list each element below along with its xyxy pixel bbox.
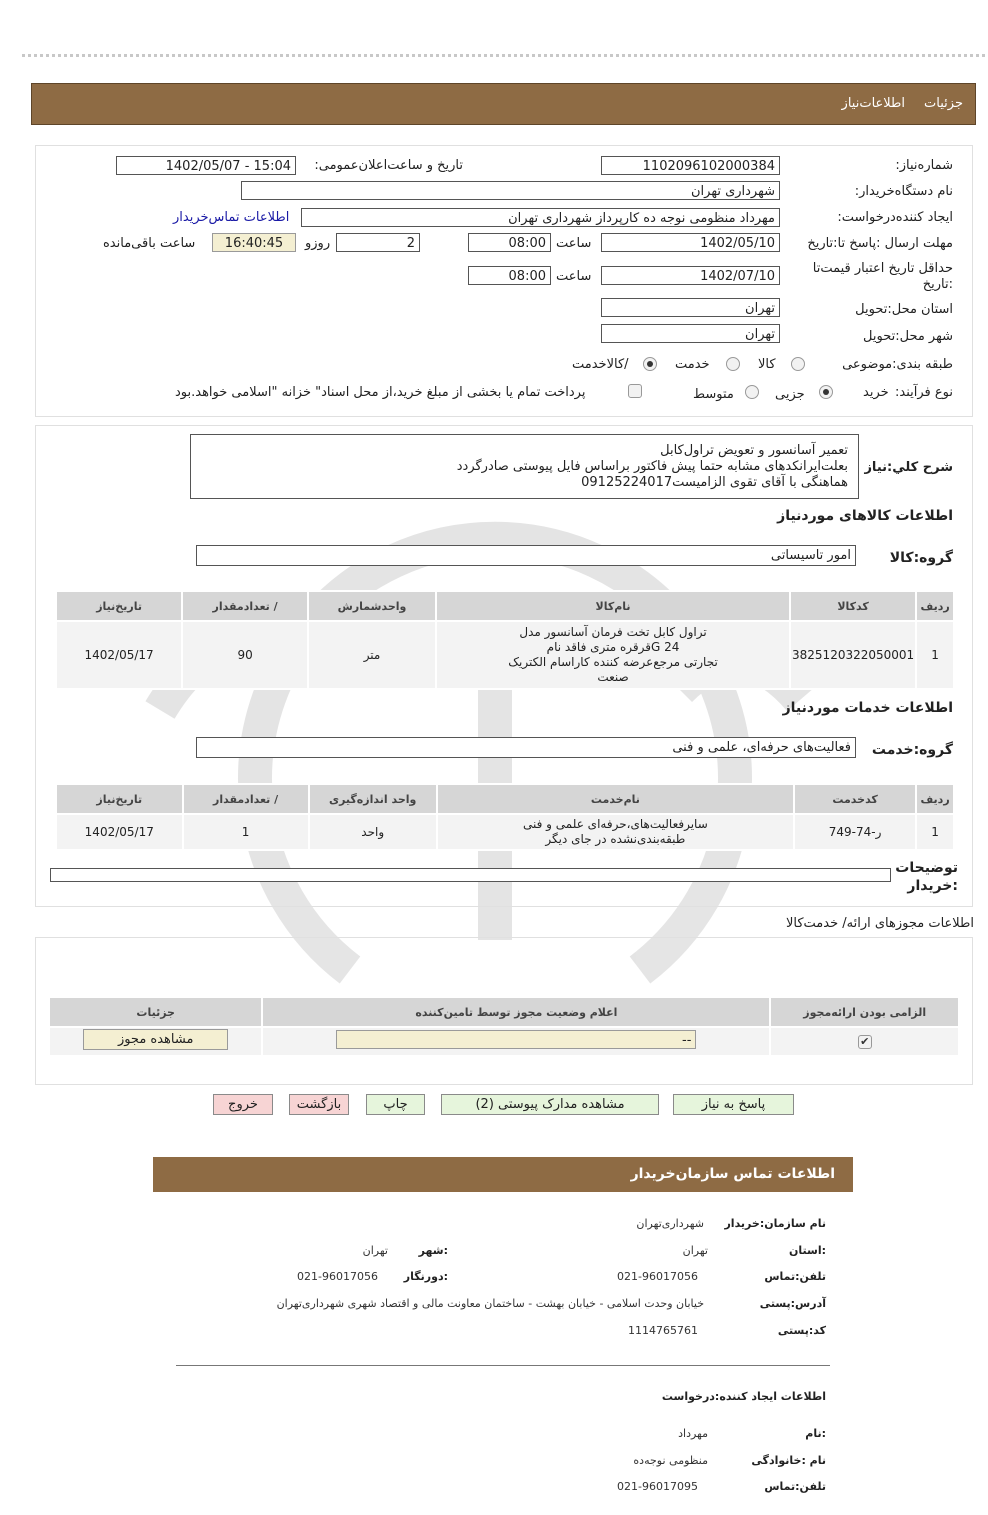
goods-group-field: امور تاسیساتی (196, 545, 856, 566)
services-col-qty: / تعدادمقدار (183, 784, 309, 814)
permits-table (48, 996, 960, 1057)
services-name-line-1: سایرفعالیت‌های،حرفه‌ای علمی و فنی (523, 817, 708, 831)
description-line-1: تعمیر آسانسور و تعویض تراول‌کابل (660, 443, 848, 458)
contact-org-label: نام سازمان:خریدار (724, 1217, 826, 1230)
buyer-notes-label-1: توضیحات (895, 860, 958, 876)
table-row (56, 814, 954, 850)
buyer-notes-label-2: :خریدار (907, 878, 958, 894)
top-divider (22, 54, 985, 57)
contact-phone-label: تلفن:تماس (764, 1270, 826, 1283)
province-label: استان محل:تحویل (855, 302, 953, 317)
permits-details-cell (49, 1027, 262, 1056)
buyer-org-field: شهرداری تهران (241, 181, 780, 200)
creator-family-label: نام :خانوادگی (751, 1454, 826, 1467)
reply-button[interactable]: پاسخ به نیاز (673, 1094, 794, 1115)
back-button[interactable]: بازگشت (289, 1094, 349, 1115)
description-line-3: هماهنگی با آقای تقوی الزامیست09125224017 (581, 475, 848, 490)
contact-postal-value: 1114765761 (628, 1324, 698, 1337)
services-row-unit: واحد (309, 814, 437, 850)
services-group-label: گروه:خدمت (871, 742, 953, 758)
validity-date-field: 1402/07/10 (601, 266, 780, 285)
announce-field: 1402/05/07 - 15:04 (116, 156, 296, 175)
description-line-2: بعلت‌ایرانکدهای مشابه حتما پیش فاکتور براساس فایل پیوستی صادرگردد (456, 459, 848, 474)
services-name-line-2: طبقه‌بندی‌نشده در جای دیگر (545, 832, 686, 846)
creator-phone-label: تلفن:تماس (764, 1480, 826, 1493)
city-field: تهران (601, 324, 780, 343)
category-option-goods-service: /کالاخدمت (572, 357, 629, 372)
contact-header (153, 1157, 853, 1192)
category-label: طبقه بندی:موضوعی (842, 357, 953, 372)
services-col-unit: واحد اندازه‌گیری (309, 784, 437, 814)
creator-label: ایجاد کننده‌درخواست: (837, 210, 953, 225)
need-info-link[interactable]: اطلاعات‌نیاز (841, 96, 905, 111)
process-radio-medium[interactable] (745, 385, 759, 399)
contact-fax-label: :دورنگار (403, 1270, 448, 1283)
announce-label: تاریخ و ساعت‌اعلان‌عمومی: (314, 158, 463, 173)
description-box (190, 434, 859, 499)
goods-name-line-2: G 24قرقره متری فاقد نام (546, 640, 680, 654)
description-label: شرح کلي:نیاز (864, 460, 953, 475)
reply-deadline-label: مهلت ارسال :پاسخ تا:تاریخ (807, 236, 953, 251)
goods-row-unit: متر (308, 621, 436, 689)
need-number-field: 1102096102000384 (601, 156, 780, 175)
treasury-payment-note: پرداخت تمام یا بخشی از مبلغ خرید،از محل اسناد" خزانه "اسلامی خواهد.بود (175, 385, 586, 400)
process-option-medium: متوسط (693, 387, 734, 402)
buyer-org-label: نام دستگاه‌خریدار: (854, 184, 953, 199)
services-row-code: ر-74-749 (794, 814, 916, 850)
process-radio-minor[interactable] (819, 385, 833, 399)
contact-province-value: تهران (682, 1244, 708, 1257)
permits-col-details: جزئیات (49, 997, 262, 1027)
permits-title: اطلاعات مجوزهای ارائه/ خدمت‌کالا (785, 916, 974, 931)
validity-time-label: ساعت (556, 269, 592, 284)
details-link[interactable]: جزئیات (924, 96, 963, 111)
permits-status-cell (262, 1027, 770, 1056)
services-group-field: فعالیت‌های حرفه‌ای، علمی و فنی (196, 737, 856, 758)
remaining-time-field: 16:40:45 (212, 233, 296, 252)
contact-postal-label: کد:پستی (777, 1324, 826, 1337)
permits-col-status: اعلام وضعیت مجوز توسط تامین‌کننده (262, 997, 770, 1027)
process-label: نوع فرآیند: (895, 385, 953, 400)
permits-required-cell (770, 1027, 959, 1056)
goods-name-line-3: تجارتی مرجع‌عرضه کننده کاراسام الکتریک (508, 655, 718, 669)
services-col-row: ردیف (916, 784, 954, 814)
goods-group-label: گروه:کالا (889, 550, 953, 566)
days-field: 2 (336, 233, 420, 252)
contact-org-value: شهرداری‌تهران (636, 1217, 704, 1230)
buyer-contact-link[interactable]: اطلاعات تماس‌خریدار (173, 210, 290, 225)
remaining-label: ساعت باقی‌مانده (103, 236, 196, 251)
province-field: تهران (601, 298, 780, 317)
category-option-goods: کالا (758, 357, 776, 372)
contact-address-value: خیابان وحدت اسلامی - خیابان بهشت - ساختمان معاونت مالی و اقتصاد شهری شهرداری‌تهران (276, 1297, 704, 1310)
goods-row-index: 1 (916, 621, 954, 689)
goods-section-title: اطلاعات کالاهای موردنیاز (777, 508, 953, 524)
validity-label-2: :تاریخ (922, 277, 953, 292)
creator-name-label: :نام (805, 1427, 826, 1440)
contact-address-label: آدرس:پستی (759, 1297, 826, 1310)
goods-name-line-1: تراول کابل تخت فرمان آسانسور مدل (519, 625, 707, 639)
reply-date-field: 1402/05/10 (601, 233, 780, 252)
table-row (49, 1027, 959, 1056)
process-option-minor: جزیی (775, 387, 805, 402)
services-row-name (437, 814, 794, 850)
validity-time-field: 08:00 (468, 266, 551, 285)
goods-col-code: کدکالا (790, 591, 916, 621)
goods-row-qty: 90 (182, 621, 308, 689)
permit-required-checkbox[interactable]: ✔ (858, 1035, 872, 1049)
contact-province-label: :استان (789, 1244, 826, 1257)
goods-col-qty: / تعدادمقدار (182, 591, 308, 621)
contact-city-value: تهران (362, 1244, 388, 1257)
page-header (31, 83, 976, 125)
category-option-service: خدمت (675, 357, 710, 372)
services-section-title: اطلاعات خدمات موردنیاز (782, 700, 953, 716)
goods-col-row: ردیف (916, 591, 954, 621)
goods-row-code: 3825120322050001 (790, 621, 916, 689)
days-label: روزو (305, 236, 331, 251)
category-radio-goods-service[interactable] (643, 357, 657, 371)
validity-label-1: حداقل تاریخ اعتبار قیمت‌تا (812, 261, 953, 276)
goods-row-name (436, 621, 790, 689)
reply-time-field: 08:00 (468, 233, 551, 252)
services-row-date: 1402/05/17 (56, 814, 183, 850)
exit-button[interactable]: خروج (213, 1094, 273, 1115)
goods-col-unit: واحدشمارش (308, 591, 436, 621)
creator-field: مهرداد منظومی نوجه ده کارپرداز شهرداری تهران (301, 208, 780, 227)
buyer-notes-field (50, 868, 891, 882)
services-col-code: کدخدمت (794, 784, 916, 814)
table-row (56, 621, 954, 689)
services-table (55, 783, 955, 851)
goods-name-line-4: صنعت (597, 670, 629, 684)
contact-title: اطلاعات تماس سازمان‌خریدار (630, 1166, 835, 1182)
goods-col-date: تاریخ‌نیاز (56, 591, 182, 621)
services-col-date: تاریخ‌نیاز (56, 784, 183, 814)
city-label: شهر محل:تحویل (863, 329, 953, 344)
print-button[interactable]: چاپ (366, 1094, 425, 1115)
services-row-qty: 1 (183, 814, 309, 850)
goods-col-name: نام‌کالا (436, 591, 790, 621)
permits-col-required: الزامی بودن ارائه‌مجوز (770, 997, 959, 1027)
process-buy-label: خرید (863, 385, 889, 400)
contact-divider (176, 1365, 830, 1366)
creator-info-title: اطلاعات ایجاد کننده:درخواست (661, 1390, 826, 1403)
contact-phone-value: 021-96017056 (617, 1270, 698, 1283)
creator-name-value: مهرداد (678, 1427, 708, 1440)
need-number-label: شماره‌نیاز: (895, 158, 953, 173)
services-col-name: نام‌خدمت (437, 784, 794, 814)
reply-time-label: ساعت (556, 236, 592, 251)
contact-city-label: :شهر (418, 1244, 448, 1257)
category-radio-goods[interactable] (791, 357, 805, 371)
view-attachments-button[interactable]: مشاهده مدارک پیوستی (2) (441, 1094, 659, 1115)
contact-fax-value: 021-96017056 (297, 1270, 378, 1283)
treasury-payment-checkbox[interactable] (628, 384, 642, 398)
goods-row-date: 1402/05/17 (56, 621, 182, 689)
creator-phone-value: 021-96017095 (617, 1480, 698, 1493)
goods-table (55, 590, 955, 690)
creator-family-value: منظومی نوجه‌ده (633, 1454, 708, 1467)
view-permit-button[interactable]: مشاهده مجوز (83, 1029, 228, 1050)
permit-status-field: -- (336, 1030, 696, 1049)
services-row-index: 1 (916, 814, 954, 850)
category-radio-service[interactable] (726, 357, 740, 371)
